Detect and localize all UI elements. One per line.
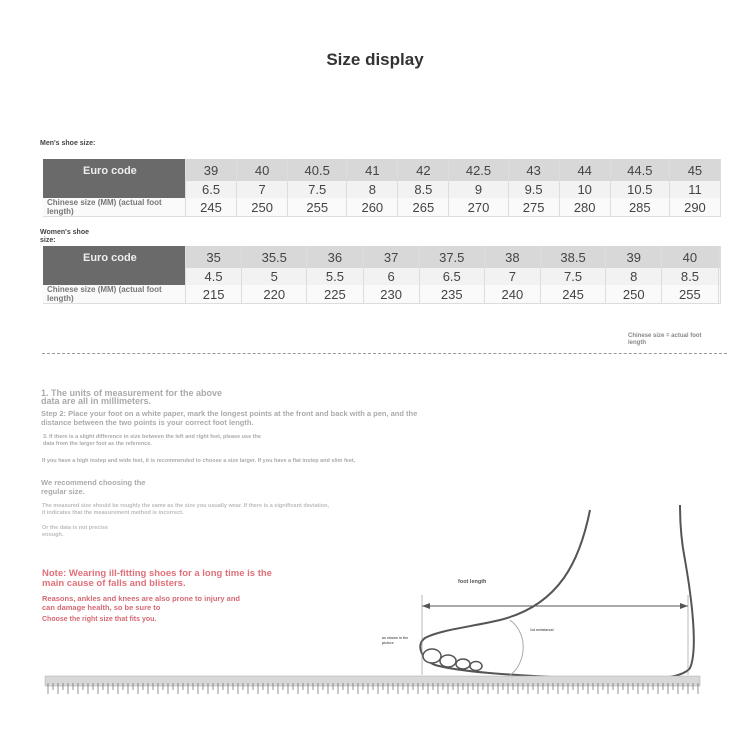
men-euro-row: [43, 159, 721, 181]
women-cn-cell: 235: [419, 285, 484, 304]
men-us-cell: 10.5: [610, 181, 669, 198]
men-us-cell: 10: [559, 181, 610, 198]
men-size-table: [43, 159, 721, 217]
women-us-cell: 6: [363, 268, 419, 285]
men-cn-cell: 260: [347, 198, 398, 217]
men-cn-cell: 265: [398, 198, 449, 217]
men-cn-cell: 255: [288, 198, 347, 217]
men-euro-cell: 44.5: [610, 159, 669, 181]
women-euro-row: [43, 246, 721, 268]
reasons-text: Reasons, ankles and knees are also prone to injury and can damage health, so be sure to: [42, 594, 240, 612]
men-cn-cell: 270: [449, 198, 508, 217]
women-cn-cell: 220: [242, 285, 307, 304]
women-cn-cell: 215: [186, 285, 242, 304]
women-cn-cell: [718, 285, 721, 304]
warning-note: Note: Wearing ill-fitting shoes for a long time is the main cause of falls and blisters.: [42, 568, 272, 589]
men-us-cell: 6.5: [186, 181, 237, 198]
women-us-cell: 5.5: [307, 268, 363, 285]
men-us-cell: 9: [449, 181, 508, 198]
foot-illustration: [420, 505, 694, 680]
page-title: Size display: [326, 50, 424, 69]
women-euro-cell: [718, 246, 721, 268]
foot-length-label: foot length: [458, 579, 487, 585]
men-euro-cell: 41: [347, 159, 398, 181]
men-cn-cell: 245: [186, 198, 237, 217]
ruler: [45, 676, 700, 694]
women-cn-cell: 250: [606, 285, 662, 304]
women-euro-cell: 39: [606, 246, 662, 268]
step2-text: Step 2: Place your foot on a white paper, mark the longest points at the front and back with a pen, and the distance between the two points is your correct foot length.: [41, 409, 418, 427]
women-euro-cell: 38.5: [541, 246, 606, 268]
men-euro-cell: 45: [669, 159, 720, 181]
men-us-cell: 8: [347, 181, 398, 198]
women-euro-cell: 38: [484, 246, 540, 268]
toe-label: as shown in the picture: [382, 636, 409, 645]
men-euro-label: Euro code: [43, 159, 186, 198]
step1-text: 1. The units of measurement for the above data are all in millimeters.: [41, 388, 223, 406]
women-cn-label: Chinese size (MM) (actual foot length): [43, 285, 186, 304]
men-euro-cell: 42.5: [449, 159, 508, 181]
women-cn-cell: 245: [541, 285, 606, 304]
women-euro-cell: 40: [662, 246, 718, 268]
women-cn-cell: 230: [363, 285, 419, 304]
men-us-cell: 7: [237, 181, 288, 198]
men-cn-cell: 280: [559, 198, 610, 217]
women-us-cell: 6.5: [419, 268, 484, 285]
women-us-cell: 7: [484, 268, 540, 285]
women-euro-cell: 36: [307, 246, 363, 268]
women-cn-cell: 255: [662, 285, 718, 304]
men-cn-cell: 285: [610, 198, 669, 217]
metatarsal-label: 1st metatarsal: [530, 628, 554, 632]
women-us-cell: 7.5: [541, 268, 606, 285]
women-us-cell: [718, 268, 721, 285]
dashed-divider: [42, 353, 727, 354]
women-us-cell: 8: [606, 268, 662, 285]
men-cn-cell: 290: [669, 198, 720, 217]
men-caption: Men's shoe size:: [40, 140, 96, 147]
women-cn-cell: 240: [484, 285, 540, 304]
men-us-cell: 8.5: [398, 181, 449, 198]
women-euro-cell: 37.5: [419, 246, 484, 268]
women-cn-row: [43, 285, 721, 304]
women-us-cell: 8.5: [662, 268, 718, 285]
instep-text: If you have a high instep and wide feet, it is recommended to choose a size larger. If you have a flat instep and slim feet,: [42, 458, 356, 464]
men-euro-cell: 40.5: [288, 159, 347, 181]
women-euro-cell: 37: [363, 246, 419, 268]
men-euro-cell: 43: [508, 159, 559, 181]
women-cn-cell: 225: [307, 285, 363, 304]
women-euro-label: Euro code: [43, 246, 186, 285]
men-cn-cell: 250: [237, 198, 288, 217]
recommend-text: We recommend choosing the regular size.: [41, 478, 146, 496]
women-caption: Women's shoe size:: [40, 229, 89, 244]
men-us-cell: 9.5: [508, 181, 559, 198]
men-us-cell: 11: [669, 181, 720, 198]
men-euro-cell: 40: [237, 159, 288, 181]
measured-text: The measured size should be roughly the same as the size you usually wear. If there is a significant deviation, it indicates that the measurement method is incorrect.: [42, 503, 330, 516]
women-us-cell: 5: [242, 268, 307, 285]
men-euro-cell: 42: [398, 159, 449, 181]
men-euro-cell: 39: [186, 159, 237, 181]
women-euro-cell: 35: [186, 246, 242, 268]
choose-text: Choose the right size that fits you.: [42, 616, 157, 623]
women-size-table: [43, 246, 721, 304]
men-cn-row: [43, 198, 721, 217]
precise-text: Or the data is not precise enough.: [42, 525, 109, 538]
men-euro-cell: 44: [559, 159, 610, 181]
foot-ruler-illustration: [40, 500, 710, 710]
women-us-cell: 4.5: [186, 268, 242, 285]
men-cn-label: Chinese size (MM) (actual foot length): [43, 198, 186, 217]
women-euro-cell: 35.5: [242, 246, 307, 268]
men-cn-cell: 275: [508, 198, 559, 217]
men-us-cell: 7.5: [288, 181, 347, 198]
side-note: Chinese size = actual foot length: [628, 333, 702, 346]
step3-text: 3. If there is a slight difference in size between the left and right feet, please use the data from the larger foot as the reference.: [43, 434, 261, 447]
